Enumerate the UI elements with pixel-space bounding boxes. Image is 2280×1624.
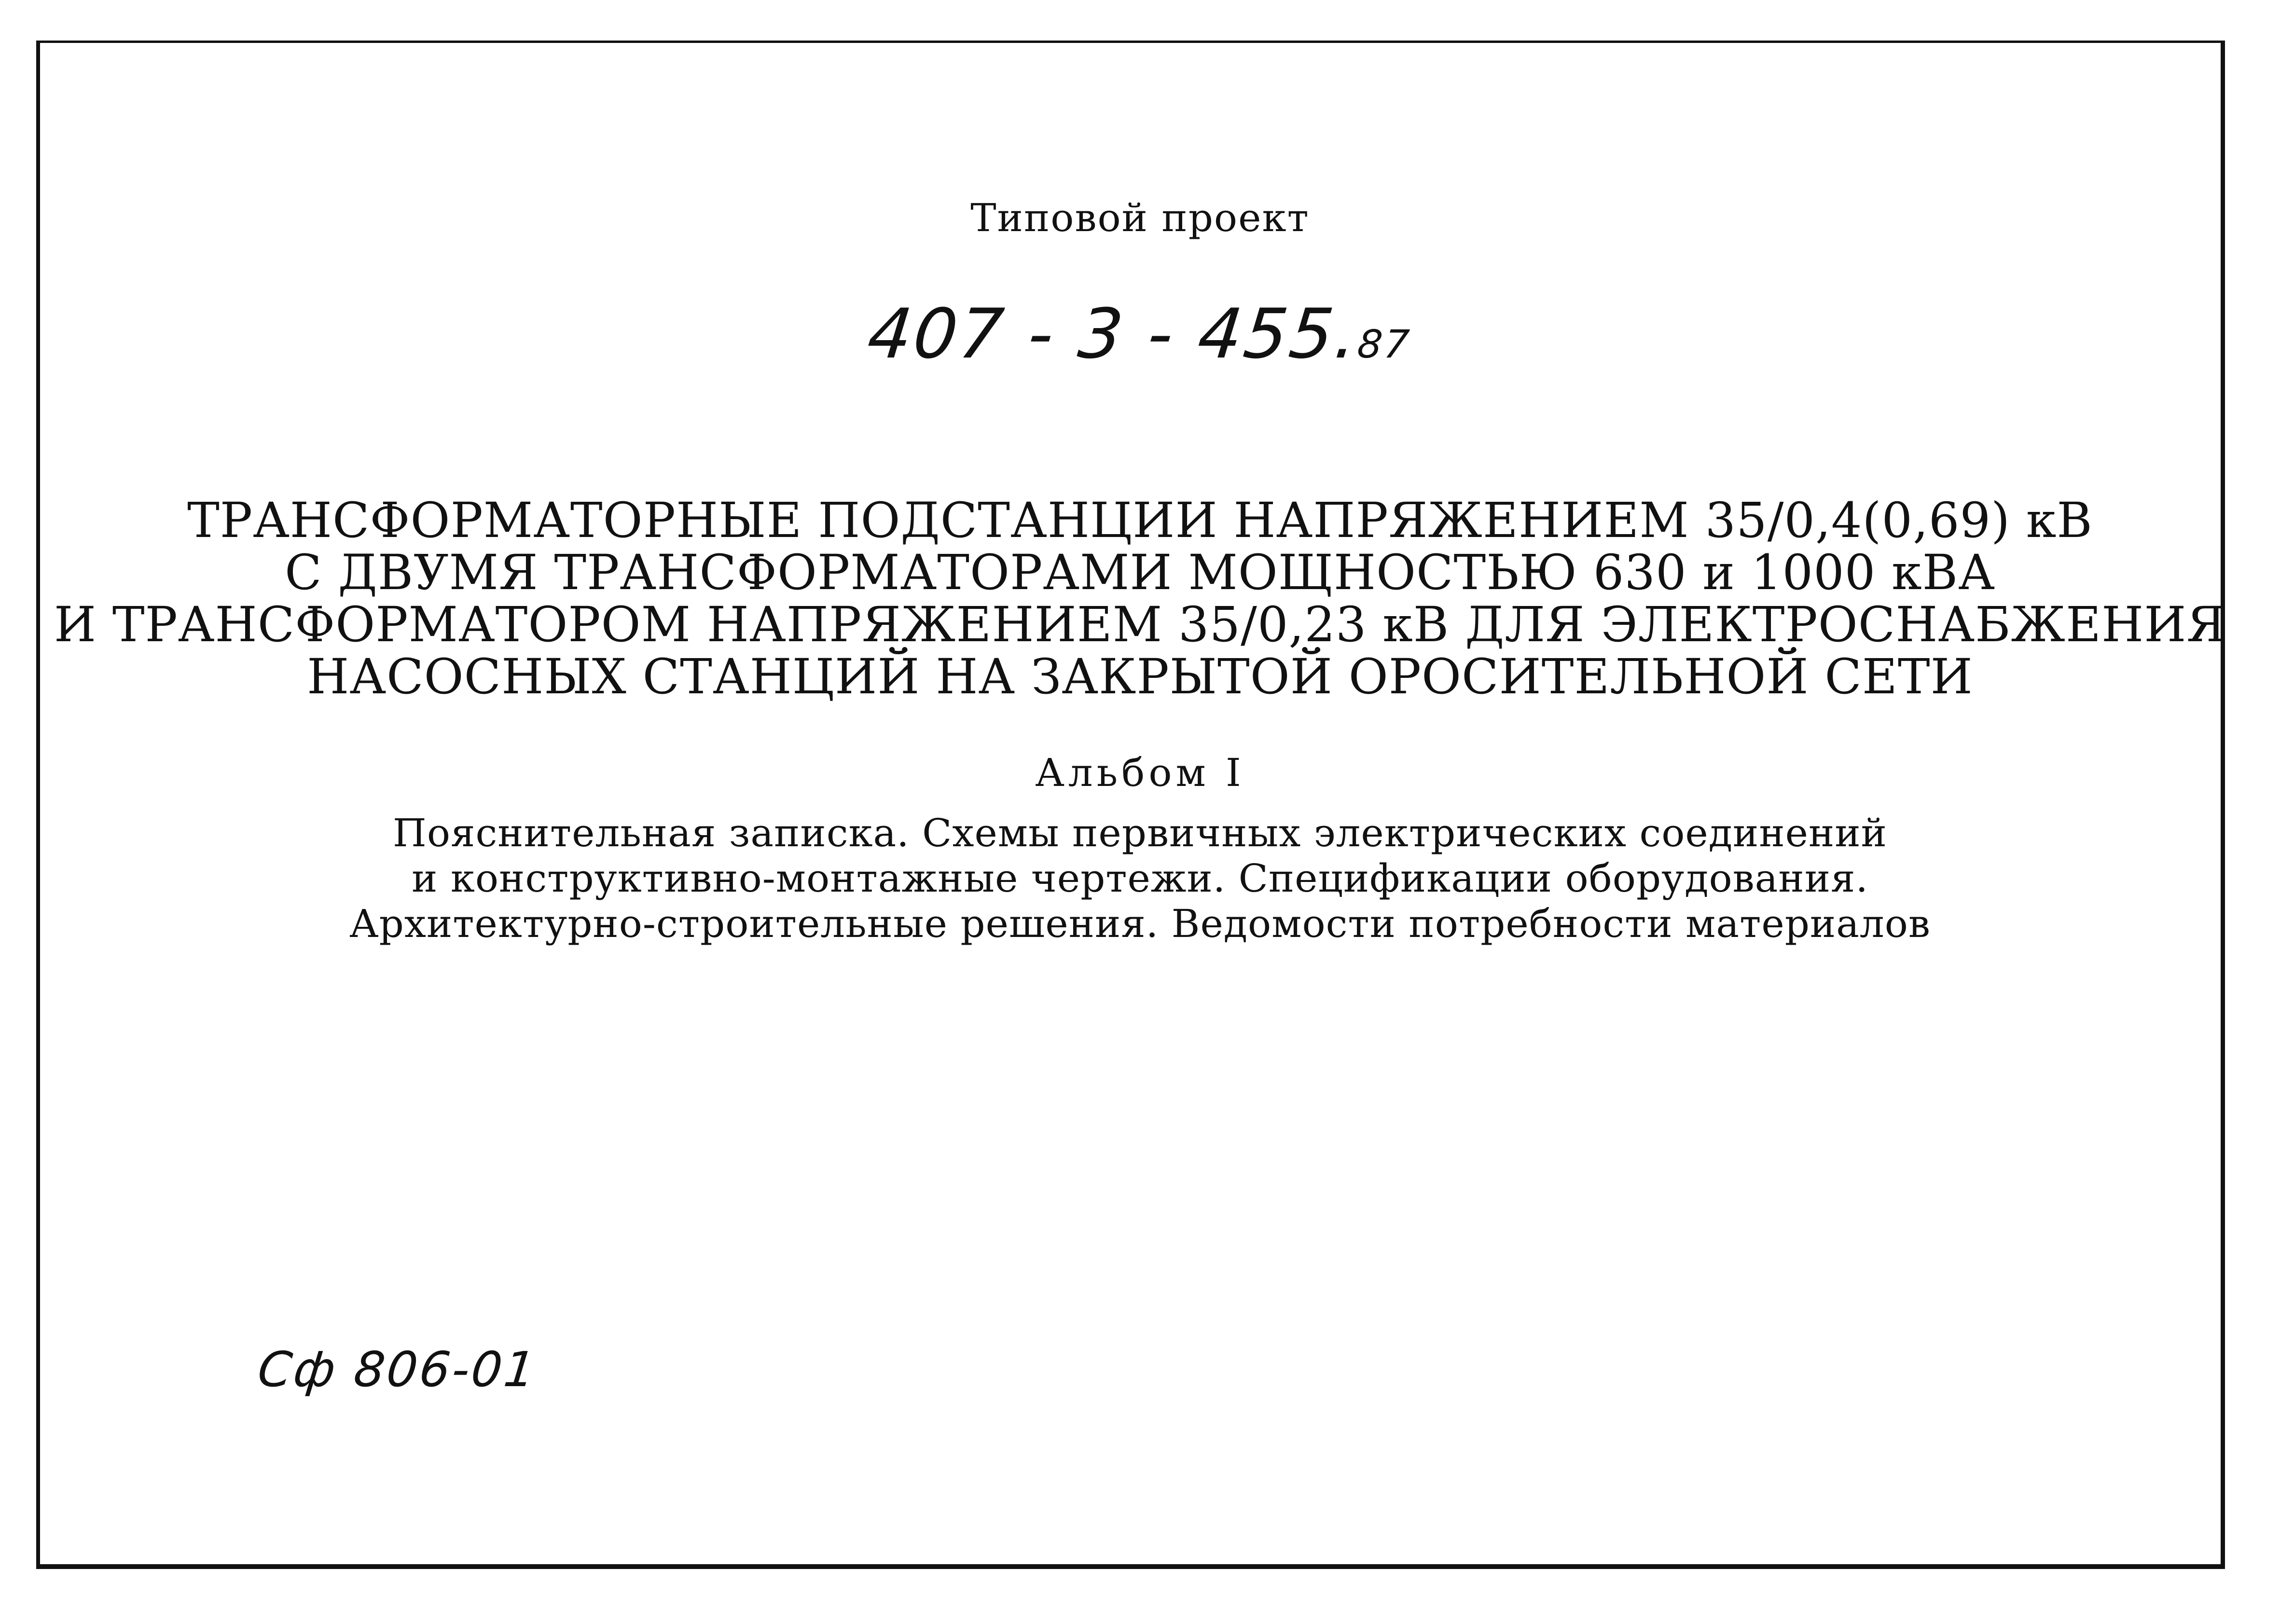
contents-line: Архитектурно-строительные решения. Ведомости потребности материалов bbox=[349, 901, 1931, 946]
title-line: ТРАНСФОРМАТОРНЫЕ ПОДСТАНЦИИ НАПРЯЖЕНИЕМ 35/0,4(0,69) кВ bbox=[187, 492, 2093, 549]
document-title bbox=[0, 492, 2280, 705]
contents-line: Пояснительная записка. Схемы первичных электрических соединений bbox=[393, 811, 1887, 855]
contents-line: и конструктивно-монтажные чертежи. Спецификации оборудования. bbox=[412, 856, 1868, 901]
title-line: С ДВУМЯ ТРАНСФОРМАТОРАМИ МОЩНОСТЬЮ 630 и 1000 кВА bbox=[285, 544, 1995, 601]
title-line: И ТРАНСФОРМАТОРОМ НАПРЯЖЕНИЕМ 35/0,23 кВ ДЛЯ ЭЛЕКТРОСНАБЖЕНИЯ bbox=[54, 596, 2226, 653]
project-number-year: 87 bbox=[1355, 322, 1413, 367]
project-number bbox=[0, 294, 2280, 374]
project-number-main: 407 - 3 - 455. bbox=[864, 294, 1363, 374]
album-contents bbox=[0, 811, 2280, 947]
document-code-stamp: Сф 806-01 bbox=[255, 1341, 540, 1398]
title-line: НАСОСНЫХ СТАНЦИЙ НА ЗАКРЫТОЙ ОРОСИТЕЛЬНОЙ СЕТИ bbox=[307, 648, 1973, 705]
page-frame-border bbox=[36, 41, 2225, 1569]
document-type-label: Типовой проект bbox=[970, 195, 1310, 240]
album-label: Альбом I bbox=[1035, 750, 1245, 795]
